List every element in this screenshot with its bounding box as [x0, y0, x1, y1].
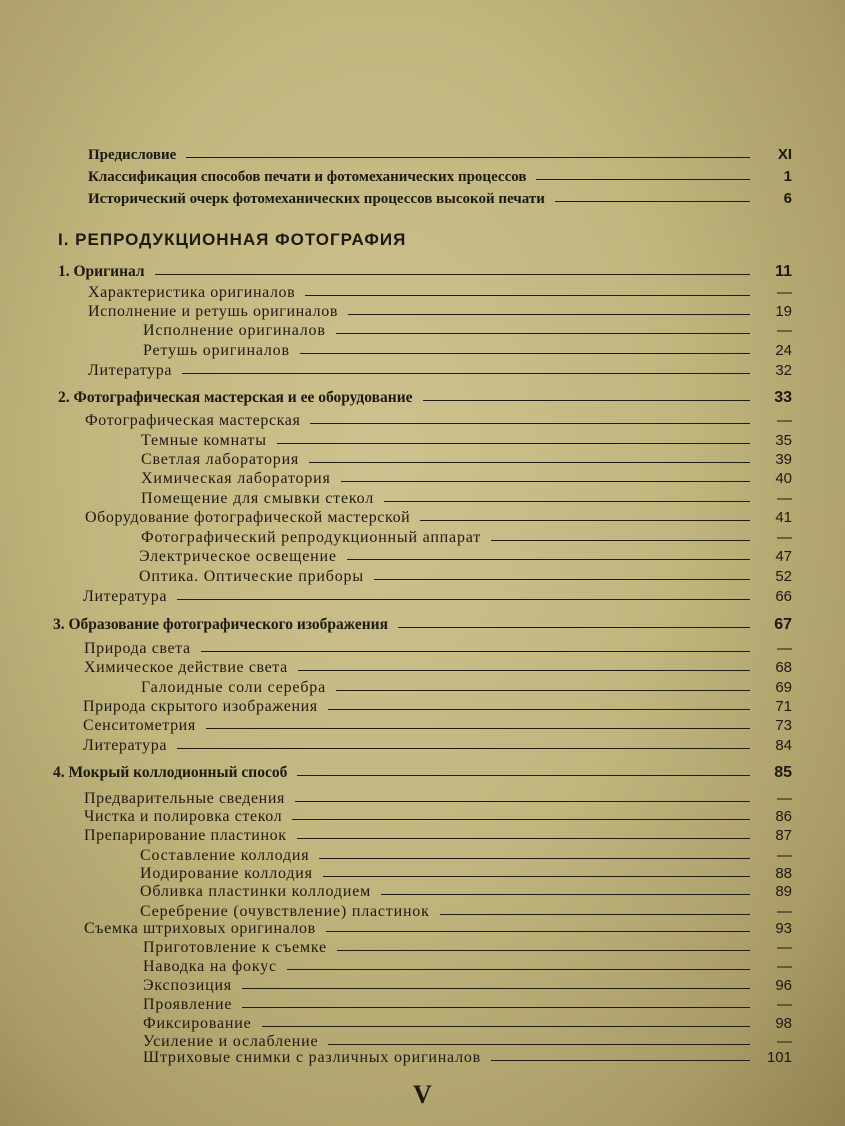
toc-entry-title: Штриховые снимки с различных оригиналов: [143, 1049, 482, 1066]
leader-line: [328, 1044, 750, 1045]
toc-page-number: 69: [775, 679, 792, 696]
toc-entry-title: 2. Фотографическая мастерская и ее оборудование: [58, 389, 413, 406]
toc-page-number: 52: [775, 568, 792, 585]
leader-line: [347, 559, 750, 560]
toc-entry-title: Электрическое освещение: [139, 548, 337, 565]
toc-entry-title: Исторический очерк фотомеханических процессов высокой печати: [88, 191, 545, 207]
toc-entry: [143, 322, 792, 340]
toc-page-number: —: [777, 939, 792, 956]
toc-page-number: —: [777, 640, 792, 657]
toc-page-number: 66: [775, 588, 792, 605]
leader-line: [177, 748, 750, 749]
toc-entry-title: Исполнение оригиналов: [143, 322, 326, 339]
leader-line: [440, 914, 750, 915]
toc-page-number: —: [777, 412, 792, 429]
toc-entry: [140, 847, 792, 865]
toc-page-number: 89: [775, 883, 792, 900]
toc-entry-title: Чистка и полировка стекол: [84, 808, 283, 825]
leader-line: [242, 1007, 750, 1008]
toc-entry-title: Составление коллодия: [140, 847, 310, 864]
toc-entry-title: Сенситометрия: [83, 717, 196, 734]
toc-entry: [141, 470, 792, 488]
page-number-mark: V: [413, 1080, 432, 1109]
toc-page-number: 67: [774, 616, 792, 633]
toc-entry-title: Природа скрытого изображения: [83, 698, 318, 715]
leader-line: [300, 353, 750, 354]
toc-entry-title: Литература: [83, 737, 168, 754]
leader-line: [319, 858, 750, 859]
toc-entry-title: Приготовление к съемке: [143, 939, 327, 956]
leader-line: [206, 728, 750, 729]
chapter-heading: [58, 389, 792, 407]
leader-line: [309, 462, 750, 463]
toc-entry: [141, 432, 792, 450]
toc-page-number: 47: [775, 548, 792, 565]
toc-entry: [88, 303, 792, 321]
toc-page-number: 40: [775, 470, 792, 487]
toc-page-number: 73: [775, 717, 792, 734]
toc-entry: [83, 717, 792, 735]
leader-line: [287, 969, 750, 970]
toc-page-number: —: [777, 322, 792, 339]
leader-line: [201, 651, 750, 652]
toc-entry-title: Классификация способов печати и фотомеханических процессов: [88, 169, 527, 185]
toc-entry: [143, 958, 792, 976]
leader-line: [328, 709, 750, 710]
toc-entry-title: Съемка штриховых оригиналов: [84, 920, 316, 937]
toc-entry: [88, 284, 792, 302]
toc-entry: [85, 509, 792, 527]
leader-line: [297, 838, 750, 839]
toc-entry-title: Серебрение (очувствление) пластинок: [140, 903, 430, 920]
toc-entry-title: 4. Мокрый коллодионный способ: [53, 764, 288, 781]
toc-page-number: XI: [777, 146, 792, 163]
leader-line: [310, 423, 750, 424]
toc-entry-title: Препарирование пластинок: [84, 827, 287, 844]
toc-page-number: 86: [775, 808, 792, 825]
toc-entry-title: Фиксирование: [143, 1015, 252, 1032]
toc-entry-title: Экспозиция: [143, 977, 232, 994]
toc-entry: [139, 568, 792, 586]
leader-line: [182, 373, 750, 374]
toc-entry: [140, 865, 792, 883]
toc-entry-title: Усиление и ослабление: [143, 1033, 319, 1050]
toc-entry: [143, 1015, 792, 1033]
toc-entry: [88, 362, 792, 380]
toc-entry: [84, 920, 792, 938]
leader-line: [326, 931, 750, 932]
toc-page-number: 19: [775, 303, 792, 320]
toc-page-number: 68: [775, 659, 792, 676]
toc-entry-title: Галоидные соли серебра: [141, 679, 326, 696]
leader-line: [337, 950, 750, 951]
leader-line: [381, 894, 750, 895]
leader-line: [242, 988, 750, 989]
toc-page-number: —: [777, 1033, 792, 1050]
toc-entry: [143, 1049, 792, 1067]
leader-line: [186, 157, 750, 158]
toc-page-number: 11: [775, 263, 792, 280]
toc-entry: [143, 342, 792, 360]
toc-entry-title: Литература: [83, 588, 168, 605]
toc-entry: [84, 659, 792, 677]
toc-entry-title: Химическое действие света: [84, 659, 288, 676]
toc-page-number: —: [777, 903, 792, 920]
toc-page-number: 41: [775, 509, 792, 526]
toc-entry: [84, 808, 792, 826]
toc-page-number: 35: [775, 432, 792, 449]
part-title: I. РЕПРОДУКЦИОННАЯ ФОТОГРАФИЯ: [58, 230, 407, 249]
toc-page-number: 101: [766, 1049, 792, 1066]
leader-line: [277, 443, 750, 444]
leader-line: [341, 481, 750, 482]
toc-page-number: 6: [783, 190, 792, 207]
chapter-heading: [58, 263, 792, 281]
toc-entry-title: Исполнение и ретушь оригиналов: [88, 303, 338, 320]
leader-line: [555, 201, 750, 202]
chapter-heading: [53, 616, 792, 634]
toc-entry-title: Помещение для смывки стекол: [141, 490, 375, 507]
leader-line: [336, 690, 750, 691]
toc-entry-title: Предварительные сведения: [84, 790, 285, 807]
leader-line: [374, 579, 750, 580]
toc-page-number: —: [777, 529, 792, 546]
leader-line: [305, 295, 750, 296]
toc-entry-history: [88, 190, 792, 208]
toc-entry: [141, 679, 792, 697]
toc-entry-title: Литература: [88, 362, 173, 379]
toc-entry-title: Химическая лаборатория: [141, 470, 331, 487]
toc-page-number: 1: [783, 168, 792, 185]
toc-entry: [143, 996, 792, 1014]
toc-entry-classification: [88, 168, 792, 186]
toc-entry: [143, 977, 792, 995]
leader-line: [298, 670, 750, 671]
toc-entry: [141, 451, 792, 469]
leader-line: [177, 599, 750, 600]
toc-entry: [84, 640, 792, 658]
toc-page-number: 87: [775, 827, 792, 844]
toc-page-number: 88: [775, 865, 792, 882]
leader-line: [336, 333, 750, 334]
toc-page-number: —: [777, 958, 792, 975]
leader-line: [295, 801, 750, 802]
toc-entry-title: Темные комнаты: [141, 432, 267, 449]
toc-entry-title: Фотографическая мастерская: [85, 412, 301, 429]
toc-page-number: 98: [775, 1015, 792, 1032]
toc-entry-title: Оборудование фотографической мастерской: [85, 509, 411, 526]
toc-entry-title: Оптика. Оптические приборы: [139, 568, 364, 585]
toc-entry-title: Предисловие: [88, 147, 177, 163]
toc-entry-title: Светлая лаборатория: [141, 451, 300, 468]
toc-page-number: —: [777, 490, 792, 507]
toc-entry: [84, 790, 792, 808]
toc-page-number: —: [777, 790, 792, 807]
toc-entry: [140, 903, 792, 921]
leader-line: [323, 876, 750, 877]
toc-page-number: 85: [774, 764, 792, 781]
leader-line: [348, 314, 750, 315]
leader-line: [491, 1060, 750, 1061]
toc-entry: [83, 588, 792, 606]
toc-page-number: —: [777, 847, 792, 864]
toc-page-number: 96: [775, 977, 792, 994]
toc-entry-title: 3. Образование фотографического изображения: [53, 616, 388, 633]
toc-entry: [85, 412, 792, 430]
toc-page-number: 32: [775, 362, 792, 379]
toc-page-number: 93: [775, 920, 792, 937]
toc-entry: [141, 490, 792, 508]
toc-page-number: 33: [774, 389, 792, 406]
toc-entry-preface: [88, 146, 792, 164]
leader-line: [292, 819, 750, 820]
toc-page-number: —: [777, 996, 792, 1013]
toc-entry-title: Иодирование коллодия: [140, 865, 313, 882]
leader-line: [491, 540, 750, 541]
toc-entry-title: Обливка пластинки коллодием: [140, 883, 372, 900]
toc-page-number: 24: [775, 342, 792, 359]
leader-line: [384, 501, 750, 502]
toc-page-number: 71: [775, 698, 792, 715]
toc-entry: [84, 827, 792, 845]
toc-page-number: 84: [775, 737, 792, 754]
toc-page-number: 39: [775, 451, 792, 468]
toc-entry-title: Фотографический репродукционный аппарат: [141, 529, 482, 546]
leader-line: [536, 179, 750, 180]
toc-entry-title: Природа света: [84, 640, 191, 657]
toc-entry-title: Ретушь оригиналов: [143, 342, 290, 359]
leader-line: [155, 274, 750, 275]
toc-page-number: —: [777, 284, 792, 301]
leader-line: [420, 520, 750, 521]
toc-entry: [140, 883, 792, 901]
toc-entry: [141, 529, 792, 547]
toc-entry-title: Проявление: [143, 996, 233, 1013]
leader-line: [423, 400, 750, 401]
toc-entry-title: 1. Оригинал: [58, 263, 145, 280]
toc-entry-title: Характеристика оригиналов: [88, 284, 296, 301]
toc-entry: [83, 737, 792, 755]
toc-entry: [83, 698, 792, 716]
toc-entry: [139, 548, 792, 566]
leader-line: [297, 775, 750, 776]
toc-entry: [143, 939, 792, 957]
leader-line: [398, 627, 750, 628]
chapter-heading: [53, 764, 792, 782]
leader-line: [262, 1026, 750, 1027]
toc-entry-title: Наводка на фокус: [143, 958, 277, 975]
